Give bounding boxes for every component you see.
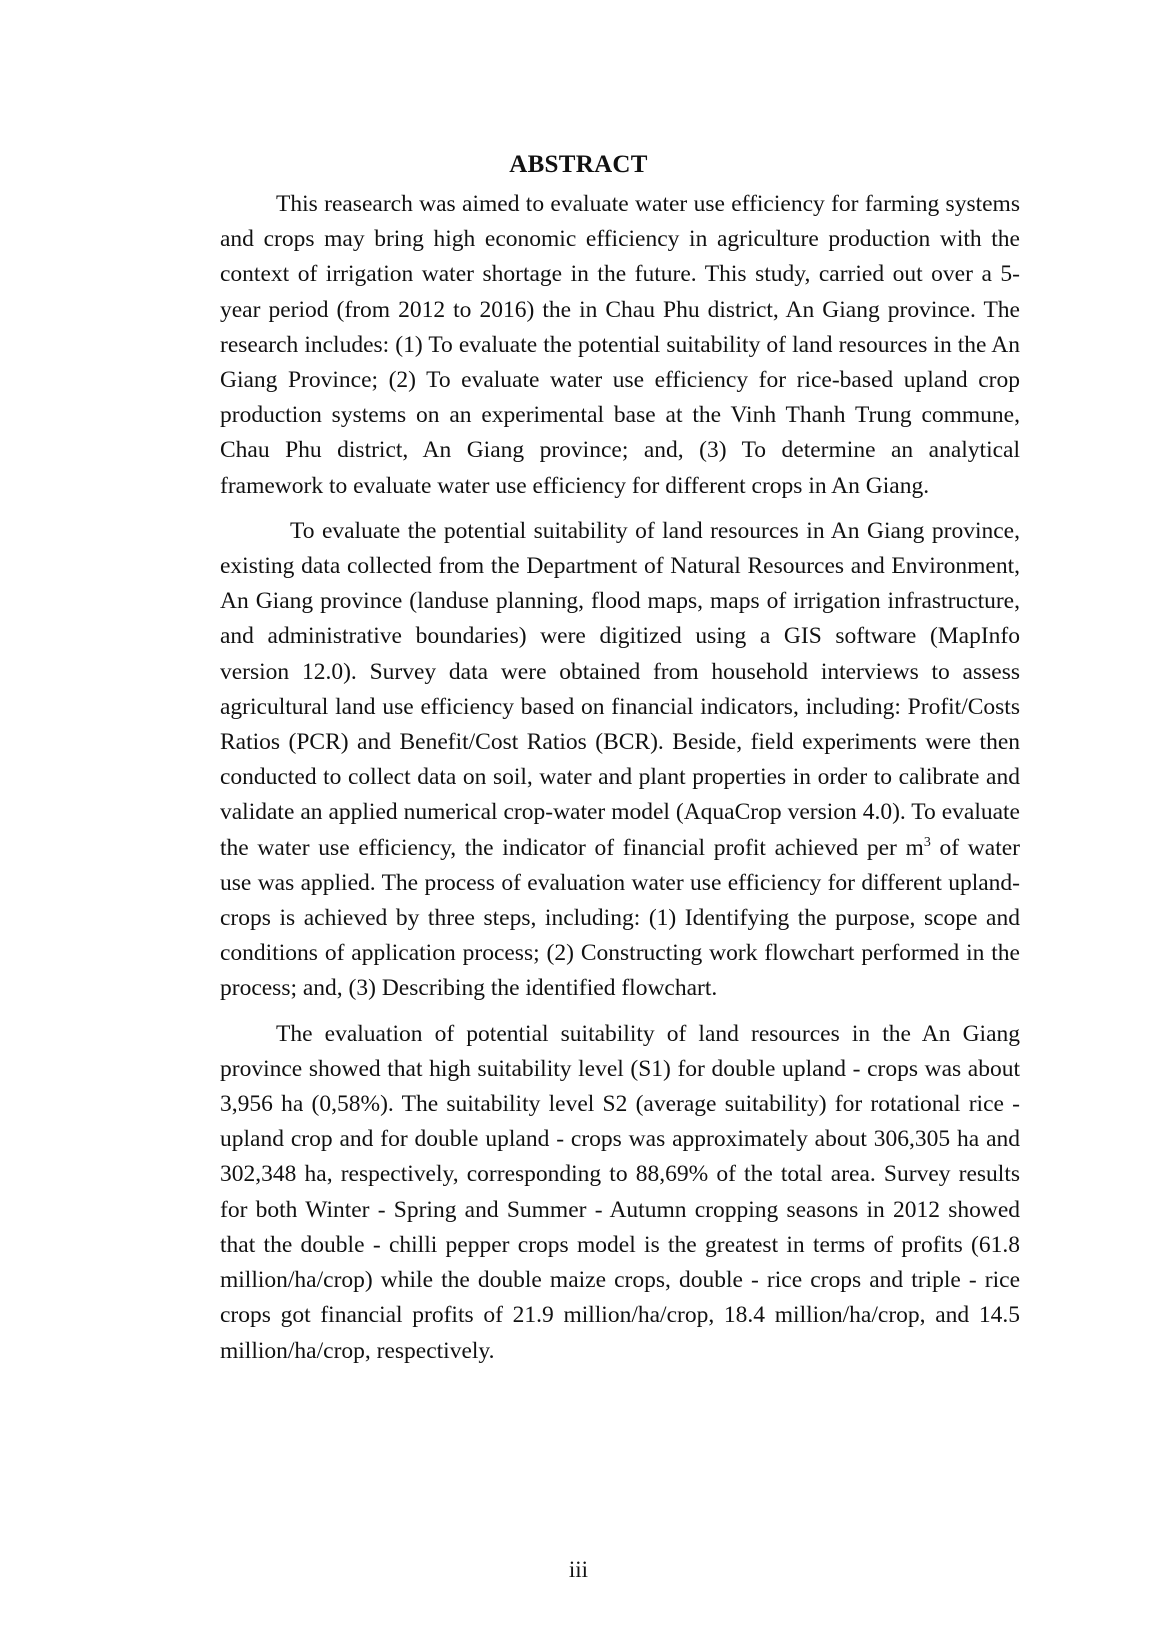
cubic-superscript: 3: [923, 834, 931, 850]
paragraph-research-aims: This reasearch was aimed to evaluate water use efficiency for farming systems and crops may bring high economic efficiency in agriculture production with the context of irrigation water shortage in the future. This study, carried out over a 5-year period (from 2012 to 2016) the in Chau Phu district, An Giang province. The research includes: (1) To evaluate the potential suitability of land resources in the An Giang Province; (2) To evaluate water use efficiency for rice-based upland crop production systems on an experimental base at the Vinh Thanh Trung commune, Chau Phu district, An Giang province; and, (3) To determine an analytical framework to evaluate water use efficiency for different crops in An Giang.: [220, 191, 1020, 499]
paragraph-methods-text-end: of water use was applied. The process of evaluation water use efficiency for different upland-crops is achieved by three steps, including: (1) Identifying the purpose, scope and conditions of application process; (2) Constructing work flowchart performed in the process; and, (3) Describing the identified flowchart.: [220, 834, 1020, 1002]
paragraph-methods: [220, 514, 1020, 1007]
abstract-body: [220, 187, 1020, 1379]
paragraph-methods-text-start: To evaluate the potential suitability of land resources in An Giang province, existing data collected from the Department of Natural Resources and Environment, An Giang province (landuse planning, flood maps, maps of irrigation infrastructure, and administrative boundaries) were digitized using a GIS software (MapInfo version 12.0). Survey data were obtained from household interviews to assess agricultural land use efficiency based on financial indicators, including: Profit/Costs Ratios (PCR) and Benefit/Cost Ratios (BCR). Beside, field experiments were then conducted to collect data on soil, water and plant properties in order to calibrate and validate an applied numerical crop-water model (AquaCrop version 4.0). To evaluate the water use efficiency, the indicator of financial profit achieved per m: [220, 517, 1020, 861]
paragraph-results: The evaluation of potential suitability of land resources in the An Giang province showed that high suitability level (S1) for double upland - crops was about 3,956 ha (0,58%). The suitability level S2 (average suitability) for rotational rice - upland crop and for double upland - crops was approximately about 306,305 ha and 302,348 ha, respectively, corresponding to 88,69% of the total area. Survey results for both Winter - Spring and Summer - Autumn cropping seasons in 2012 showed that the double - chilli pepper crops model is the greatest in terms of profits (61.8 million/ha/crop) while the double maize crops, double - rice crops and triple - rice crops got financial profits of 21.9 million/ha/crop, 18.4 million/ha/crop, and 14.5 million/ha/crop, respectively.: [220, 1020, 1020, 1364]
abstract-heading: ABSTRACT: [509, 151, 648, 178]
page-number: iii: [568, 1557, 589, 1582]
